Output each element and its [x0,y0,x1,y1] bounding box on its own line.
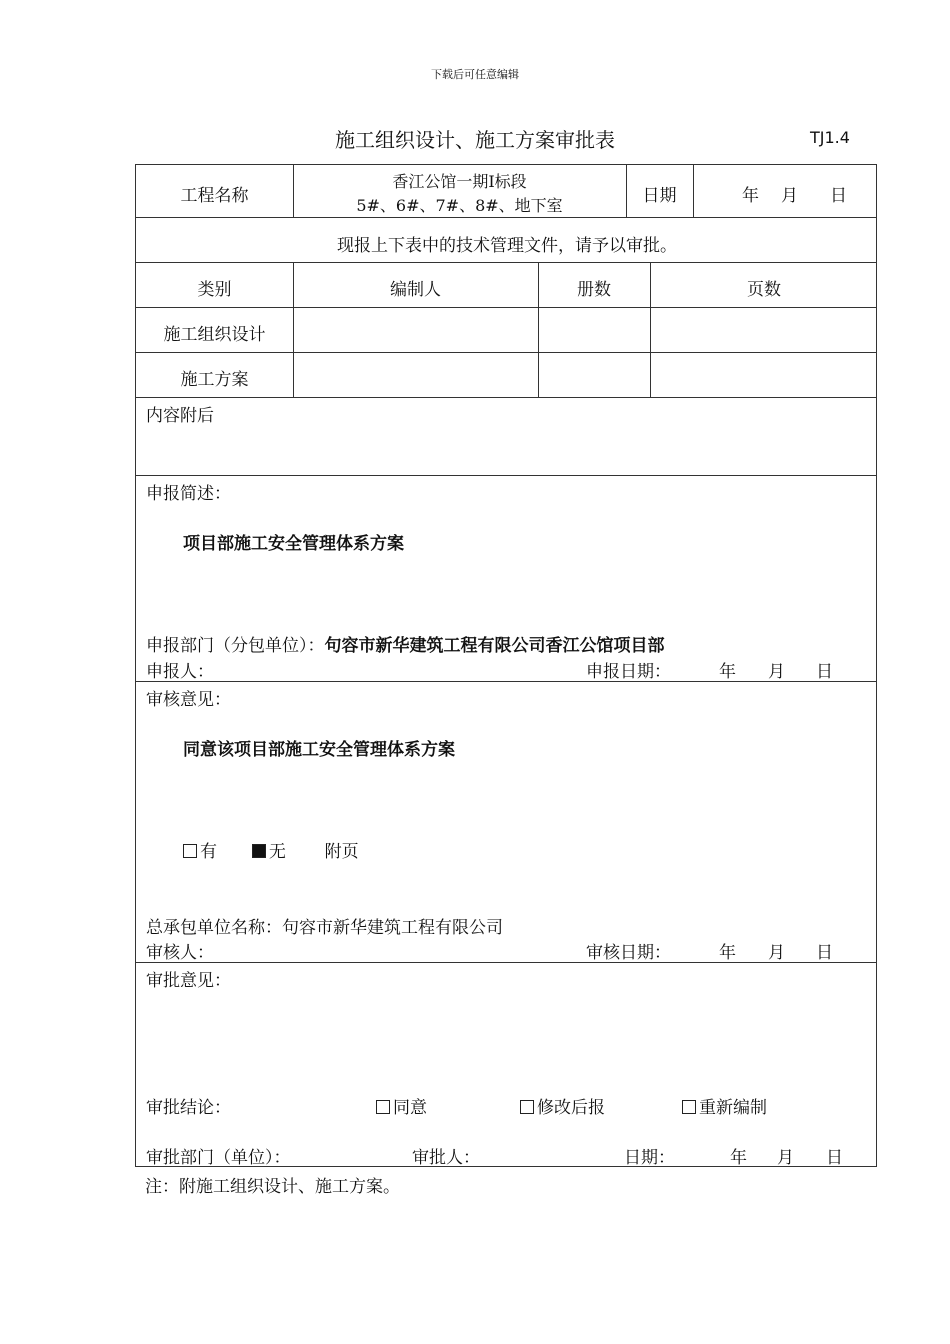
report-date-month: 月 [768,662,785,682]
divider [136,262,876,263]
option-redo [682,1093,767,1118]
review-date-label: 审核日期： [586,943,671,963]
review-date-month: 月 [768,943,785,963]
attachment-note: 内容附后 [146,406,214,426]
project-name-label: 工程名称 [180,186,249,206]
col-header-pages: 页数 [747,280,781,300]
option-agree-label: 同意 [393,1098,427,1118]
option-redo-label: 重新编制 [699,1098,767,1118]
review-date-day: 日 [816,943,833,963]
project-name-line1: 香江公馆一期Ⅰ标段 [392,172,527,191]
contractor-line [146,913,503,938]
report-dept-value: 句容市新华建筑工程有限公司香江公馆项目部 [324,636,665,656]
date-label: 日期 [642,186,677,206]
report-date-label: 申报日期： [586,662,671,682]
contractor-value: 句容市新华建筑工程有限公司 [282,918,503,938]
divider [136,475,876,476]
date-year: 年 [742,186,759,206]
report-dept-label: 申报部门（分包单位）： [146,636,325,656]
report-dept [146,631,665,656]
col-header-category: 类别 [197,280,232,300]
report-person-label: 申报人： [146,662,214,682]
approval-date-day: 日 [826,1148,843,1168]
report-label: 申报简述： [146,484,231,504]
report-date-year: 年 [719,662,736,682]
approval-date-label: 日期： [624,1148,675,1168]
option-yes-label: 有 [200,842,217,862]
approval-person-label: 审批人： [412,1148,480,1168]
col-header-volumes: 册数 [577,280,611,300]
project-name-line2: 5#、6#、7#、8#、地下室 [356,196,563,215]
form-title: 施工组织设计、施工方案审批表 [335,128,615,152]
divider [136,217,876,218]
date-month: 月 [781,186,798,206]
report-content: 项目部施工安全管理体系方案 [183,534,404,554]
table-row-category: 施工组织设计 [163,325,266,345]
form-code: TJ1.4 [810,128,850,147]
contractor-label: 总承包单位名称： [146,918,282,938]
divider [136,352,876,353]
approval-date-month: 月 [777,1148,794,1168]
approval-date-year: 年 [730,1148,747,1168]
review-label: 审核意见： [146,690,231,710]
divider [136,962,876,963]
table-row-category: 施工方案 [180,370,249,390]
checkbox-agree[interactable] [376,1100,390,1114]
divider [693,165,694,217]
option-agree [376,1093,427,1118]
option-suffix-label: 附页 [324,842,359,862]
report-date-day: 日 [816,662,833,682]
col-header-author: 编制人 [390,280,441,300]
top-note: 下载后可任意编辑 [431,68,519,81]
date-day: 日 [830,186,847,206]
review-person-label: 审核人： [146,943,214,963]
submit-statement: 现报上下表中的技术管理文件，请予以审批。 [337,236,677,256]
review-date-year: 年 [719,943,736,963]
approval-form [135,164,877,1167]
option-revise [520,1093,605,1118]
option-revise-label: 修改后报 [537,1098,605,1118]
checkbox-redo[interactable] [682,1100,696,1114]
checkbox-revise[interactable] [520,1100,534,1114]
divider [136,397,876,398]
divider [136,307,876,308]
approval-dept-label: 审批部门（单位）： [146,1148,291,1168]
attachment-options [183,837,359,862]
approval-conclusion-label: 审批结论： [146,1098,231,1118]
checkbox-no-attachment[interactable] [252,844,266,858]
option-no-label: 无 [268,842,286,862]
approval-label: 审批意见： [146,971,231,991]
footer-note: 注：附施工组织设计、施工方案。 [145,1177,400,1197]
divider [136,681,876,682]
checkbox-has-attachment[interactable] [183,844,197,858]
review-content: 同意该项目部施工安全管理体系方案 [183,740,455,760]
